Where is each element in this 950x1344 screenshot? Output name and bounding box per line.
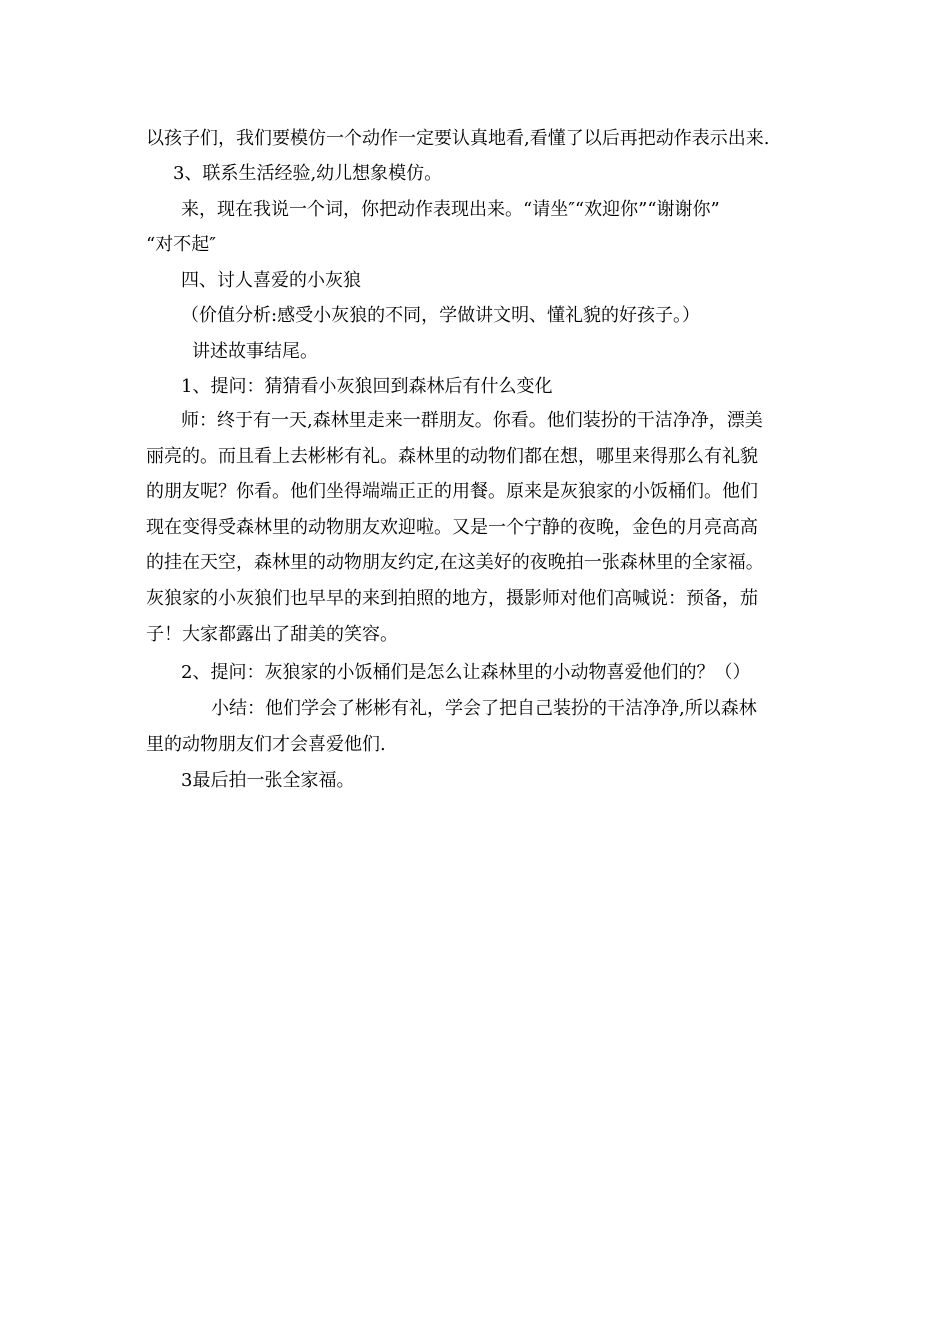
text-line: 来，现在我说一个词，你把动作表现出来。“请坐″“欢迎你”“谢谢你” <box>181 199 720 220</box>
text-line: “对不起″ <box>146 234 216 255</box>
text-line: 现在变得受森林里的动物朋友欢迎啦。又是一个宁静的夜晚，金色的月亮高高 <box>146 517 758 538</box>
text-line: 3、联系生活经验,幼儿想象模仿。 <box>173 163 443 184</box>
text-line: 灰狼家的小灰狼们也早早的来到拍照的地方，摄影师对他们高喊说：预备，茄 <box>146 588 758 609</box>
text-line: 师：终于有一天,森林里走来一群朋友。你看。他们装扮的干洁净净，漂美 <box>181 410 763 431</box>
section-heading: 四、讨人喜爱的小灰狼 <box>181 270 361 291</box>
text-line: 丽亮的。而且看上去彬彬有礼。森林里的动物们都在想，哪里来得那么有礼貌 <box>146 446 758 467</box>
text-line: 小结：他们学会了彬彬有礼，学会了把自己装扮的干洁净净,所以森林 <box>211 698 757 719</box>
text-line: 3最后拍一张全家福。 <box>181 770 355 791</box>
text-line: 的挂在天空，森林里的动物朋友约定,在这美好的夜晚拍一张森林里的全家福。 <box>146 552 764 573</box>
text-line: （价值分析:感受小灰狼的不同，学做讲文明、懂礼貌的好孩子。） <box>181 305 701 326</box>
text-line: 里的动物朋友们才会喜爱他们. <box>146 734 386 755</box>
text-line: 1、提问：猜猜看小灰狼回到森林后有什么变化 <box>181 376 553 397</box>
text-line: 子！大家都露出了甜美的笑容。 <box>146 624 398 645</box>
text-line: 讲述故事结尾。 <box>192 341 318 362</box>
text-line: 2、提问：灰狼家的小饭桶们是怎么让森林里的小动物喜爱他们的？（） <box>181 662 751 683</box>
text-line: 的朋友呢？你看。他们坐得端端正正的用餐。原来是灰狼家的小饭桶们。他们 <box>146 481 758 502</box>
text-line: 以孩子们，我们要模仿一个动作一定要认真地看,看懂了以后再把动作表示出来. <box>146 128 770 149</box>
